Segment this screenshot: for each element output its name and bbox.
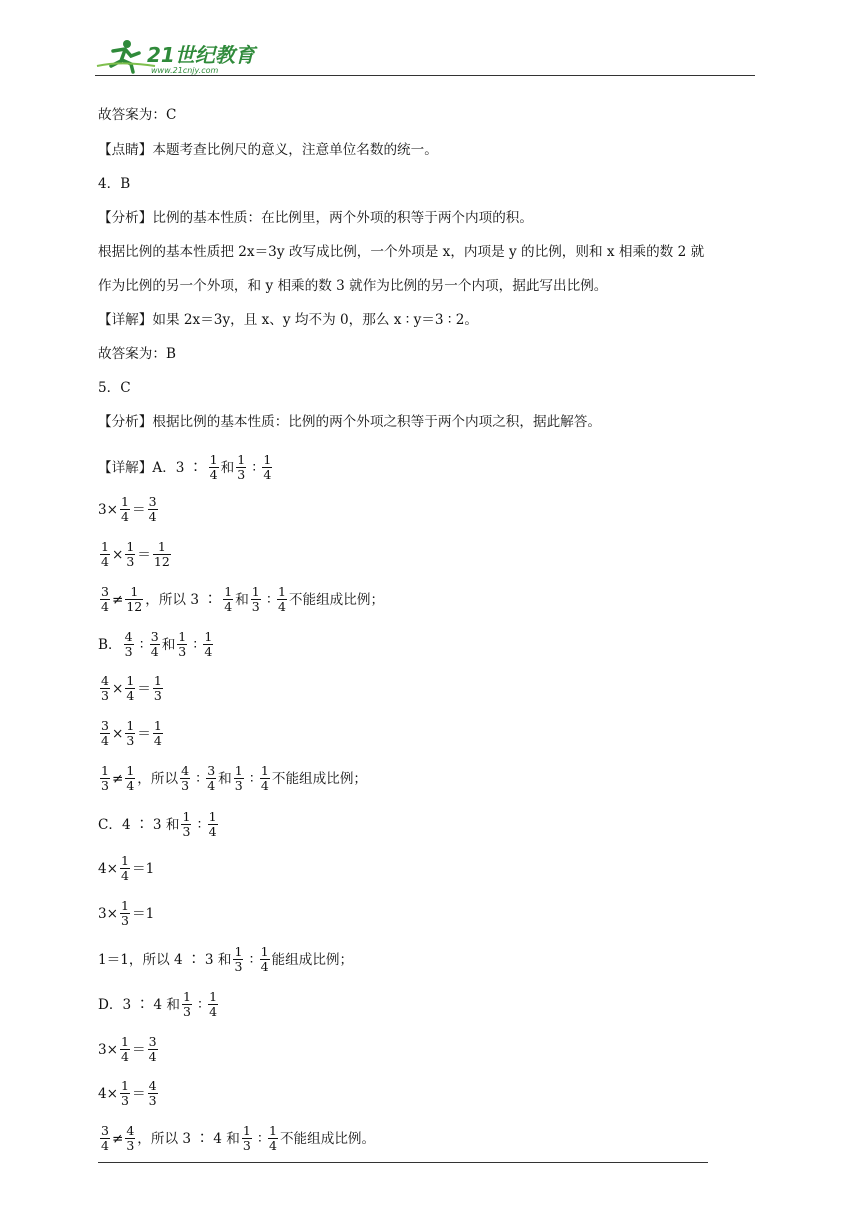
fraction-denominator: 12 (153, 554, 170, 569)
fraction-denominator: 4 (277, 599, 286, 614)
fraction-denominator: 4 (209, 1004, 218, 1019)
text-line (98, 630, 215, 659)
text-run: 故答案为：B (98, 346, 176, 362)
fraction-numerator: 1 (242, 1123, 251, 1138)
text-run: ∶ (135, 636, 148, 653)
fraction-numerator: 1 (260, 763, 269, 778)
fraction (262, 453, 272, 482)
text-run: × (111, 725, 124, 742)
fraction-numerator: 1 (101, 539, 109, 554)
fraction-denominator: 4 (260, 959, 269, 974)
fraction-numerator: 4 (101, 673, 109, 688)
text-run: 4．B (98, 176, 131, 192)
text-line (98, 764, 367, 793)
text-line (98, 899, 154, 928)
fraction-denominator: 3 (242, 1138, 251, 1153)
fraction-numerator: 1 (234, 763, 243, 778)
fraction-denominator: 3 (178, 644, 187, 659)
text-run: × (111, 546, 124, 563)
text-run: ≠ (111, 770, 124, 787)
fraction-numerator: 1 (234, 944, 243, 959)
fraction-denominator: 3 (124, 644, 133, 659)
fraction-numerator: 3 (148, 494, 157, 509)
text-run: D．3 ∶ 4 和 (98, 996, 180, 1013)
text-run: 3× (98, 501, 119, 518)
fraction-numerator: 1 (121, 853, 129, 868)
fraction-denominator: 3 (234, 778, 243, 793)
text-run: ，所以 3 ∶ (145, 591, 222, 608)
text-line (98, 674, 165, 703)
fraction-numerator: 1 (178, 629, 187, 644)
fraction (277, 585, 287, 614)
fraction-numerator: 4 (148, 1078, 157, 1093)
fraction-numerator: 1 (121, 494, 129, 509)
text-run: ∶ (262, 591, 275, 608)
fraction-numerator: 1 (263, 452, 272, 467)
text-run: ≠ (111, 591, 124, 608)
footer-divider (98, 1162, 708, 1163)
text-line (98, 209, 533, 227)
fraction-denominator: 4 (260, 778, 269, 793)
text-run: ＝ (137, 546, 151, 563)
text-run: ＝1 (132, 860, 155, 877)
fraction (125, 1124, 135, 1153)
text-run: 不能组成比例； (288, 591, 385, 608)
text-run: ∶ (189, 636, 202, 653)
fraction-numerator: 1 (121, 898, 129, 913)
fraction (208, 990, 218, 1019)
fraction (206, 764, 216, 793)
fraction (236, 453, 246, 482)
text-line (98, 1079, 160, 1108)
fraction-denominator: 4 (269, 1138, 277, 1153)
fraction (203, 630, 213, 659)
fraction-denominator: 4 (204, 644, 213, 659)
text-run: ＝ (137, 725, 151, 742)
text-run: C．4 ∶ 3 和 (98, 816, 180, 833)
fraction (180, 764, 190, 793)
fraction (251, 585, 261, 614)
fraction-numerator: 1 (209, 989, 218, 1004)
fraction-numerator: 3 (150, 629, 159, 644)
text-run: ≠ (111, 1130, 124, 1147)
svg-text:www.21cnjy.com: www.21cnjy.com (151, 66, 219, 75)
text-run: 和 (220, 459, 235, 476)
text-run: ，所以 3 ∶ 4 和 (137, 1130, 240, 1147)
fraction (223, 585, 233, 614)
text-run: 【点睛】本题考查比例尺的意义，注意单位名数的统一。 (98, 142, 438, 158)
text-run: 不能组成比例。 (279, 1130, 376, 1147)
fraction-numerator: 3 (207, 763, 216, 778)
fraction (120, 854, 130, 883)
fraction-denominator: 3 (153, 688, 162, 703)
fraction (234, 764, 244, 793)
fraction-denominator: 4 (263, 467, 272, 482)
text-run: B． (98, 636, 122, 653)
header-divider (95, 75, 755, 76)
fraction-numerator: 4 (181, 763, 190, 778)
fraction-numerator: 1 (101, 763, 109, 778)
fraction-denominator: 12 (126, 599, 143, 614)
fraction (148, 495, 158, 524)
fraction-numerator: 4 (126, 1123, 135, 1138)
text-line (98, 243, 704, 261)
text-run: ∶ (245, 951, 258, 968)
text-run: ∶ (192, 770, 205, 787)
text-run: ∶ (245, 770, 258, 787)
fraction-numerator: 1 (126, 673, 135, 688)
fraction-denominator: 4 (101, 554, 109, 569)
fraction-denominator: 4 (209, 467, 218, 482)
fraction-numerator: 1 (182, 989, 191, 1004)
fraction-denominator: 4 (126, 778, 135, 793)
fraction (100, 764, 110, 793)
fraction-denominator: 4 (224, 599, 233, 614)
text-line (98, 311, 478, 329)
fraction-denominator: 4 (101, 733, 109, 748)
text-line (98, 990, 220, 1019)
fraction-numerator: 1 (153, 718, 162, 733)
text-line (98, 413, 601, 431)
fraction (100, 719, 110, 748)
fraction-denominator: 3 (101, 688, 109, 703)
fraction-denominator: 4 (126, 688, 135, 703)
fraction-numerator: 1 (121, 1078, 129, 1093)
text-run: 3× (98, 905, 119, 922)
fraction (148, 1079, 158, 1108)
fraction (181, 810, 191, 839)
fraction (268, 1124, 278, 1153)
page-header (95, 36, 755, 80)
text-line (98, 1035, 160, 1064)
fraction-numerator: 1 (209, 452, 218, 467)
fraction (125, 674, 135, 703)
text-run: 和 (235, 591, 249, 608)
text-run: ＝ (132, 1041, 146, 1058)
text-line (98, 106, 176, 124)
text-run: 4× (98, 860, 119, 877)
21cnjy-logo (95, 36, 265, 76)
fraction-denominator: 3 (181, 778, 190, 793)
fraction-denominator: 3 (237, 467, 246, 482)
fraction-denominator: 3 (121, 1093, 129, 1108)
fraction (242, 1124, 252, 1153)
text-line (98, 379, 131, 397)
fraction-denominator: 4 (121, 509, 129, 524)
fraction-denominator: 4 (207, 778, 216, 793)
text-run: 能组成比例； (271, 951, 354, 968)
text-line (98, 719, 165, 748)
fraction (182, 990, 192, 1019)
fraction-numerator: 1 (126, 539, 135, 554)
fraction-numerator: 1 (237, 452, 246, 467)
fraction-denominator: 3 (126, 1138, 135, 1153)
fraction-denominator: 3 (182, 1004, 191, 1019)
fraction-numerator: 1 (126, 763, 135, 778)
fraction-numerator: 1 (130, 584, 139, 599)
text-run: 【详解】如果 2x＝3y，且 x、y 均不为 0，那么 x ∶ y＝3 ∶ 2。 (98, 312, 478, 328)
fraction-denominator: 4 (153, 733, 162, 748)
text-run: 和 (218, 770, 232, 787)
fraction-denominator: 4 (150, 644, 159, 659)
text-run: ＝ (132, 1085, 146, 1102)
text-line (98, 495, 160, 524)
fraction (124, 630, 134, 659)
fraction-numerator: 1 (126, 718, 135, 733)
fraction-numerator: 1 (224, 584, 233, 599)
fraction (120, 495, 130, 524)
fraction (153, 540, 171, 569)
text-run: 4× (98, 1085, 119, 1102)
fraction (125, 540, 135, 569)
fraction (100, 540, 110, 569)
fraction (120, 1035, 130, 1064)
fraction-denominator: 3 (234, 959, 243, 974)
fraction (125, 764, 135, 793)
fraction (148, 1035, 158, 1064)
fraction-numerator: 1 (157, 539, 166, 554)
fraction-numerator: 4 (124, 629, 133, 644)
fraction (125, 719, 135, 748)
text-run: ∶ (193, 816, 206, 833)
svg-text:21世纪教育: 21世纪教育 (147, 43, 255, 67)
fraction-denominator: 3 (126, 733, 135, 748)
fraction (233, 945, 243, 974)
fraction (150, 630, 160, 659)
fraction-denominator: 3 (126, 554, 135, 569)
text-run: 作为比例的另一个外项，和 y 相乘的数 3 就作为比例的另一个内项，据此写出比例。 (98, 278, 608, 294)
text-line (98, 585, 384, 614)
fraction-denominator: 4 (101, 599, 109, 614)
fraction (100, 674, 110, 703)
text-run: 【详解】A．3 ∶ (98, 459, 207, 476)
text-run: ，所以 (137, 770, 179, 787)
text-line (98, 1124, 375, 1153)
text-line (98, 945, 353, 974)
fraction (209, 453, 219, 482)
text-run: × (111, 680, 124, 697)
fraction (153, 719, 163, 748)
fraction-numerator: 1 (208, 809, 217, 824)
fraction-denominator: 3 (182, 824, 191, 839)
text-run: ＝1 (132, 905, 155, 922)
text-line (98, 277, 607, 295)
text-line (98, 175, 130, 193)
fraction (260, 945, 270, 974)
fraction-numerator: 1 (251, 584, 260, 599)
fraction-denominator: 3 (121, 913, 129, 928)
fraction-denominator: 4 (121, 868, 129, 883)
fraction (153, 674, 163, 703)
text-run: 不能组成比例； (271, 770, 368, 787)
text-run: 故答案为：C (98, 107, 177, 123)
fraction (120, 899, 130, 928)
fraction-numerator: 1 (269, 1123, 277, 1138)
text-run: 5．C (98, 380, 131, 396)
fraction-numerator: 1 (277, 584, 286, 599)
fraction-denominator: 3 (101, 778, 109, 793)
text-run: ∶ (248, 459, 261, 476)
fraction-numerator: 1 (204, 629, 213, 644)
fraction (125, 585, 143, 614)
text-line (98, 854, 154, 883)
fraction-denominator: 4 (121, 1049, 129, 1064)
text-line (98, 453, 274, 482)
fraction-numerator: 1 (121, 1034, 129, 1049)
fraction-numerator: 3 (101, 718, 109, 733)
fraction (100, 585, 110, 614)
text-run: 【分析】比例的基本性质：在比例里，两个外项的积等于两个内项的积。 (98, 210, 533, 226)
text-run: 3× (98, 1041, 119, 1058)
fraction-denominator: 3 (148, 1093, 157, 1108)
fraction-numerator: 3 (101, 584, 109, 599)
text-run: 根据比例的基本性质把 2x＝3y 改写成比例，一个外项是 x，内项是 y 的比例，则和 x 相乘的数 2 就 (98, 244, 705, 260)
text-line (98, 141, 438, 159)
fraction-numerator: 1 (153, 673, 162, 688)
fraction (100, 1124, 110, 1153)
fraction-numerator: 1 (182, 809, 191, 824)
text-line (98, 810, 220, 839)
fraction-numerator: 3 (101, 1123, 109, 1138)
text-run: 【分析】根据比例的基本性质：比例的两个外项之积等于两个内项之积，据此解答。 (98, 414, 601, 430)
text-line (98, 345, 176, 363)
text-run: ∶ (193, 996, 207, 1013)
fraction-denominator: 4 (148, 1049, 157, 1064)
fraction (177, 630, 187, 659)
text-run: ＝ (137, 680, 151, 697)
fraction-numerator: 3 (148, 1034, 157, 1049)
text-line (98, 540, 173, 569)
fraction-denominator: 4 (208, 824, 217, 839)
text-run: 1＝1，所以 4 ∶ 3 和 (98, 951, 232, 968)
fraction-denominator: 4 (101, 1138, 109, 1153)
fraction-numerator: 1 (260, 944, 269, 959)
fraction (260, 764, 270, 793)
fraction-denominator: 3 (251, 599, 260, 614)
text-run: ＝ (132, 501, 146, 518)
fraction (208, 810, 218, 839)
text-run: 和 (161, 636, 176, 653)
fraction-denominator: 4 (148, 509, 157, 524)
fraction (120, 1079, 130, 1108)
text-run: ∶ (253, 1130, 266, 1147)
